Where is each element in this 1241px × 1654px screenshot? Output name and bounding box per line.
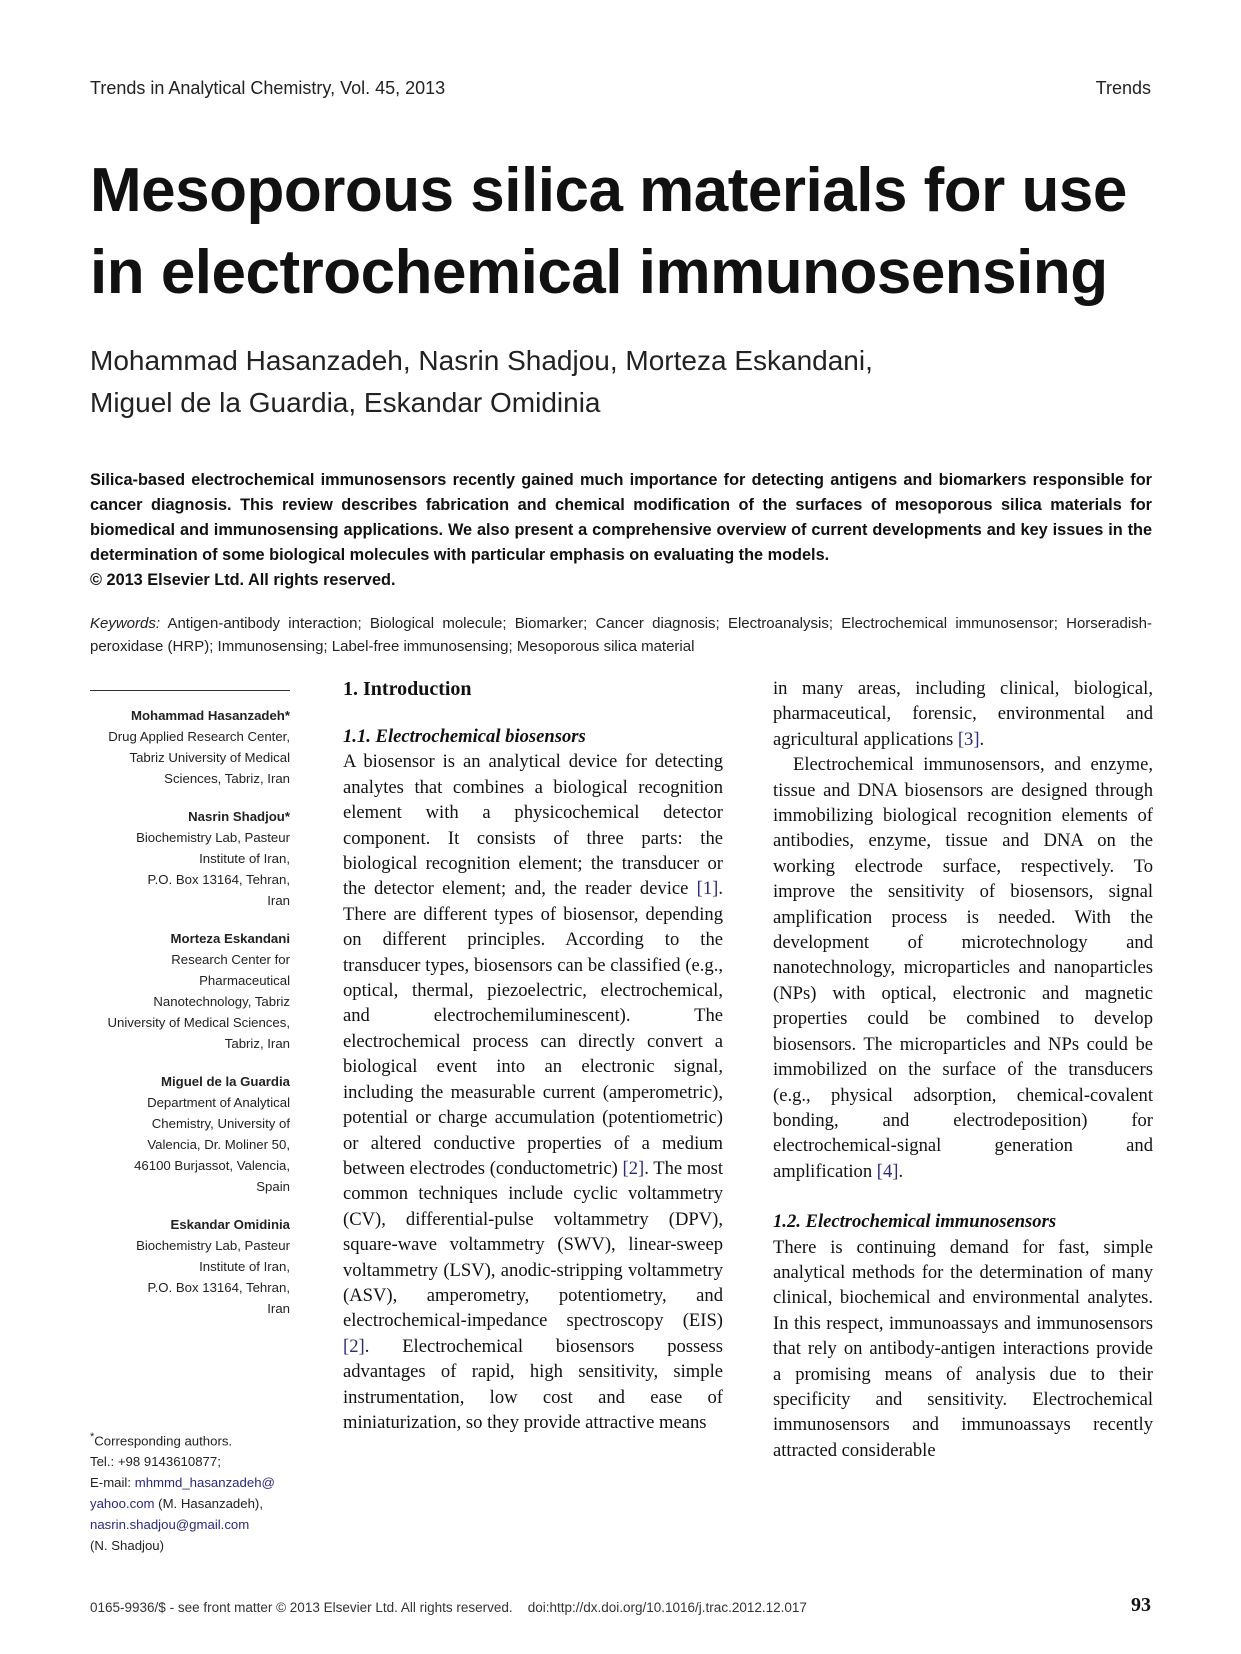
affiliation-author-name: Mohammad Hasanzadeh* bbox=[130, 708, 290, 723]
affiliation-line: Biochemistry Lab, Pasteur bbox=[136, 830, 290, 845]
affiliation-line: Chemistry, University of bbox=[151, 1116, 290, 1131]
affiliation-line: Tabriz, Iran bbox=[224, 1036, 290, 1051]
front-matter-note: 0165-9936/$ - see front matter © 2013 Elsevier Ltd. All rights reserved. bbox=[90, 1600, 513, 1615]
paragraph-immunosensors-design: Electrochemical immunosensors, and enzyme, tissue and DNA biosensors are designed through immobilizing biological recognition elements of antibodies, enzyme, tissue and DNA on the working electrode surface, respectively. To improve the sensitivity of biosensors, signal amplification process is needed. With the development of microtechnology and nanotechnology, microparticles and nanoparticles (NPs) with optical, electronic and magnetic properties could be combined to develop biosensors. The microparticles and NPs could be immobilized on the surface of the transducers (e.g., physical adsorption, chemical-covalent bonding, and electrodeposition) for electrochemical-signal generation and amplification [4]. bbox=[773, 754, 1153, 1182]
article-title bbox=[90, 150, 1160, 314]
paragraph-biosensor-intro: A biosensor is an analytical device for detecting analytes that combines a biological recognition element with a physicochemical detector component. It consists of three parts: the biological recognition element; the transducer or the detector element; and, the reader device [1]. There are different types of biosensor, depending on different principles. According to the transducer types, biosensors can be classified (e.g., optical, thermal, piezoelectric, electrochemical, and electrochemiluminescent). The electrochemical process can directly convert a biological event into an electronic signal, including the measurable current (amperometric), potential or charge accumulation (potentiometric) or altered conductive properties of a medium between electrodes (conductometric) [2]. The most common techniques include cyclic voltammetry (CV), differential-pulse voltammetry (DPV), square-wave voltammetry (SWV), linear-sweep voltammetry (LSV), anodic-stripping voltammetry (ASV), amperometry, potentiometry, and electrochemical-impedance spectroscopy (EIS) [2]. Electrochemical biosensors possess advantages of rapid, high sensitivity, simple instrumentation, low cost and ease of miniaturization, so they provide attractive means bbox=[343, 751, 723, 1433]
affiliations-sidebar bbox=[90, 690, 290, 1336]
title-line-2: in electrochemical immunosensing bbox=[90, 238, 1108, 307]
affiliation-line: P.O. Box 13164, Tehran, bbox=[147, 1280, 290, 1295]
affiliation-author-name: Nasrin Shadjou* bbox=[188, 809, 290, 824]
affiliation-line: University of Medical Sciences, bbox=[107, 1015, 290, 1030]
copyright-line: © 2013 Elsevier Ltd. All rights reserved. bbox=[90, 571, 396, 589]
footnote-marker: * bbox=[90, 1431, 95, 1443]
authors-line-1: Mohammad Hasanzadeh, Nasrin Shadjou, Morteza Eskandani, bbox=[90, 345, 873, 376]
sidebar-rule bbox=[90, 690, 290, 691]
affiliation-author-name: Miguel de la Guardia bbox=[161, 1074, 290, 1089]
body-column-middle bbox=[343, 676, 723, 1435]
email-link-1-domain[interactable]: yahoo.com bbox=[90, 1496, 155, 1512]
affiliation-line: Valencia, Dr. Moliner 50, bbox=[147, 1137, 290, 1152]
citation-2[interactable]: [2] bbox=[622, 1157, 645, 1179]
section-label: Trends bbox=[1095, 78, 1151, 98]
author-list bbox=[90, 340, 1140, 424]
email-link-2[interactable]: nasrin.shadjou@gmail.com bbox=[90, 1517, 250, 1533]
affiliation-line: Pharmaceutical bbox=[199, 973, 290, 988]
email-link-1[interactable]: mhmmd_hasanzadeh@ bbox=[134, 1475, 275, 1491]
affiliation-line: Research Center for bbox=[171, 952, 290, 967]
affiliation-line: 46100 Burjassot, Valencia, bbox=[134, 1158, 290, 1173]
correspondence-note bbox=[90, 1427, 300, 1556]
keywords-list: Antigen-antibody interaction; Biological molecule; Biomarker; Cancer diagnosis; Electroanalysis; Electrochemical immunosensor; Horseradish-peroxidase (HRP); Immunosensing; Label-free immunosensing; Mesoporous silica material bbox=[90, 615, 1152, 655]
keywords bbox=[90, 612, 1152, 658]
citation-4[interactable]: [4] bbox=[876, 1160, 899, 1182]
email-1-owner: (M. Hasanzadeh), bbox=[154, 1496, 263, 1512]
affiliation-line: Nanotechnology, Tabriz bbox=[153, 994, 290, 1009]
affiliation-line: Spain bbox=[256, 1179, 290, 1194]
email-label: E-mail: bbox=[90, 1475, 135, 1491]
page-footer bbox=[90, 1594, 1151, 1616]
abstract bbox=[90, 468, 1152, 593]
telephone: Tel.: +98 9143610877; bbox=[90, 1454, 221, 1470]
page-number: 93 bbox=[1131, 1594, 1151, 1616]
affiliation-block bbox=[90, 928, 290, 1054]
subsection-heading-immunosensors: 1.2. Electrochemical immunosensors bbox=[773, 1211, 1057, 1233]
keywords-label: Keywords: bbox=[90, 615, 161, 632]
body-column-right bbox=[773, 676, 1153, 1463]
affiliation-author-name: Eskandar Omidinia bbox=[170, 1217, 290, 1232]
affiliation-line: Tabriz University of Medical bbox=[129, 750, 290, 765]
affiliation-line: Institute of Iran, bbox=[199, 851, 290, 866]
affiliation-line: P.O. Box 13164, Tehran, bbox=[147, 872, 290, 887]
journal-name: Trends in Analytical Chemistry, Vol. 45, 2013 bbox=[90, 78, 446, 98]
affiliation-line: Iran bbox=[267, 893, 290, 908]
affiliation-author-name: Morteza Eskandani bbox=[170, 931, 290, 946]
affiliation-block bbox=[90, 1214, 290, 1319]
affiliation-line: Department of Analytical bbox=[147, 1095, 290, 1110]
affiliation-line: Drug Applied Research Center, bbox=[108, 729, 290, 744]
affiliation-block bbox=[90, 806, 290, 911]
title-line-1: Mesoporous silica materials for use bbox=[90, 156, 1127, 225]
section-heading-introduction: 1. Introduction bbox=[343, 678, 472, 700]
citation-2-repeat[interactable]: [2] bbox=[343, 1335, 365, 1357]
affiliation-block bbox=[90, 705, 290, 789]
citation-1[interactable]: [1] bbox=[696, 878, 719, 900]
subsection-heading-biosensors: 1.1. Electrochemical biosensors bbox=[343, 726, 586, 747]
corresponding-label: Corresponding authors. bbox=[94, 1433, 233, 1449]
affiliation-line: Sciences, Tabriz, Iran bbox=[164, 771, 290, 786]
doi-link[interactable]: doi:http://dx.doi.org/10.1016/j.trac.2012.12.017 bbox=[527, 1600, 807, 1615]
paragraph-biosensor-intro-continued: in many areas, including clinical, biological, pharmaceutical, forensic, environmental and agricultural applications [3]. bbox=[773, 678, 1153, 750]
email-2-owner: (N. Shadjou) bbox=[90, 1538, 165, 1554]
affiliation-line: Biochemistry Lab, Pasteur bbox=[136, 1238, 290, 1253]
citation-3[interactable]: [3] bbox=[957, 728, 980, 750]
affiliation-line: Institute of Iran, bbox=[199, 1259, 290, 1274]
paragraph-continuation bbox=[773, 676, 1153, 752]
abstract-text: Silica-based electrochemical immunosensors recently gained much importance for detecting antigens and biomarkers responsible for cancer diagnosis. This review describes fabrication and chemical modification of the surfaces of mesoporous silica materials for biomedical and immunosensing applications. We also present a comprehensive overview of current developments and key issues in the determination of some biological molecules with particular emphasis on evaluating the models. bbox=[90, 471, 1152, 564]
affiliation-list bbox=[90, 705, 290, 1319]
authors-line-2: Miguel de la Guardia, Eskandar Omidinia bbox=[90, 387, 601, 418]
affiliation-line: Iran bbox=[267, 1301, 290, 1316]
affiliation-block bbox=[90, 1071, 290, 1197]
paragraph-immunosensors-demand: There is continuing demand for fast, simple analytical methods for the determination of many clinical, biochemical and environmental analytes. In this respect, immunoassays and immunosensors that rely on antibody-antigen interactions provide a promising means of analysis due to their specificity and sensitivity. Electrochemical immunosensors and immunoassays recently attracted considerable bbox=[773, 1236, 1153, 1461]
